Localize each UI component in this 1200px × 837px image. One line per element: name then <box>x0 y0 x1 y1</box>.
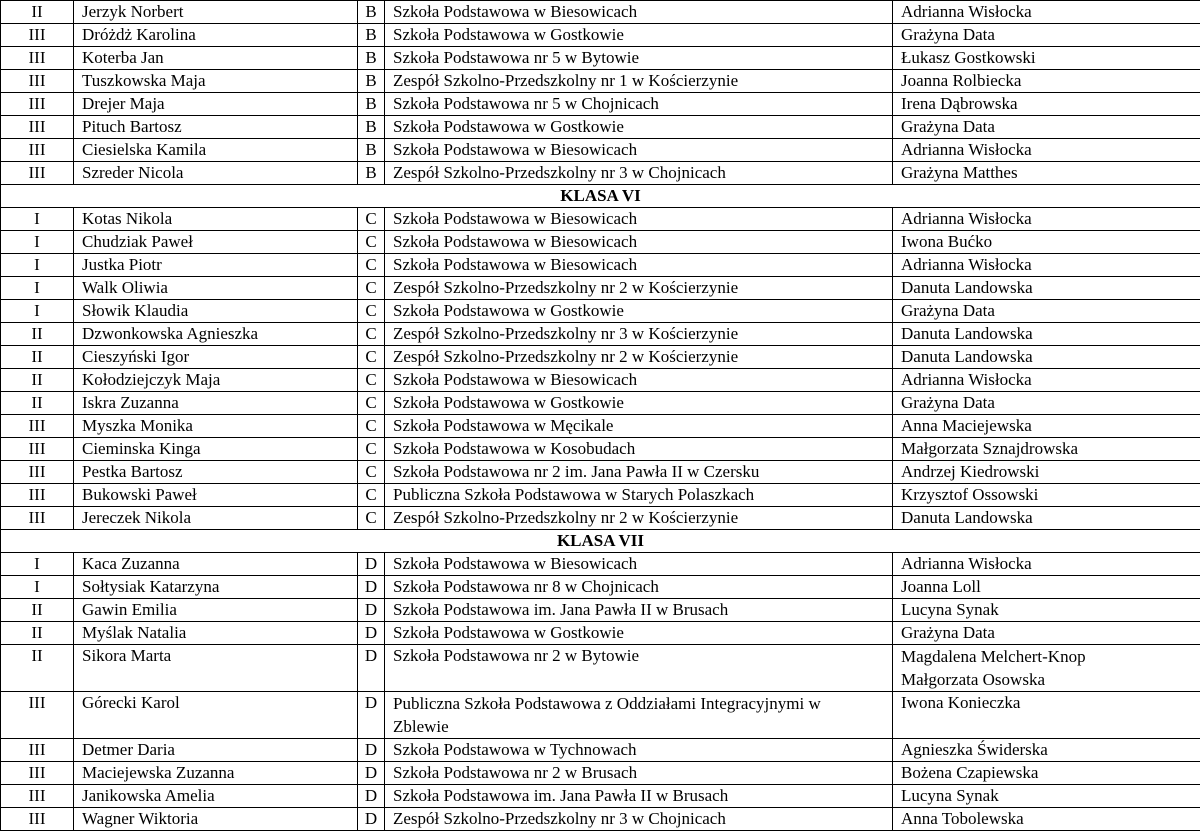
school-cell: Zespół Szkolno-Przedszkolny nr 3 w Kościerzynie <box>385 323 893 346</box>
student-name-cell: Pestka Bartosz <box>74 461 358 484</box>
table-row <box>1 392 1200 415</box>
teacher-cell: Lucyna Synak <box>893 785 1200 808</box>
student-name-cell: Szreder Nicola <box>74 162 358 185</box>
school-cell-line: Publiczna Szkoła Podstawowa z Oddziałami Integracyjnymi w <box>393 694 821 713</box>
table-row <box>1 93 1200 116</box>
school-cell: Szkoła Podstawowa w Tychnowach <box>385 739 893 762</box>
table-row <box>1 24 1200 47</box>
place-cell: III <box>1 484 74 507</box>
school-cell: Szkoła Podstawowa w Biesowicach <box>385 231 893 254</box>
category-cell: C <box>358 369 385 392</box>
table-row <box>1 599 1200 622</box>
table-row <box>1 553 1200 576</box>
school-cell: Szkoła Podstawowa w Męcikale <box>385 415 893 438</box>
table-row <box>1 415 1200 438</box>
place-cell: I <box>1 277 74 300</box>
table-row <box>1 47 1200 70</box>
school-cell: Szkoła Podstawowa nr 5 w Bytowie <box>385 47 893 70</box>
student-name-cell: Cieminska Kinga <box>74 438 358 461</box>
teacher-cell: Danuta Landowska <box>893 277 1200 300</box>
category-cell: C <box>358 346 385 369</box>
category-cell: C <box>358 415 385 438</box>
teacher-cell: Lucyna Synak <box>893 599 1200 622</box>
table-row <box>1 208 1200 231</box>
teacher-cell: Bożena Czapiewska <box>893 762 1200 785</box>
teacher-cell: Danuta Landowska <box>893 346 1200 369</box>
section-header-row <box>1 530 1200 553</box>
place-cell: II <box>1 392 74 415</box>
category-cell: D <box>358 762 385 785</box>
student-name-cell: Wagner Wiktoria <box>74 808 358 831</box>
category-cell: C <box>358 323 385 346</box>
table-row <box>1 576 1200 599</box>
place-cell: III <box>1 139 74 162</box>
teacher-cell: Adrianna Wisłocka <box>893 254 1200 277</box>
school-cell: Szkoła Podstawowa nr 8 w Chojnicach <box>385 576 893 599</box>
teacher-cell: Joanna Rolbiecka <box>893 70 1200 93</box>
teacher-cell: Danuta Landowska <box>893 323 1200 346</box>
category-cell: D <box>358 645 385 692</box>
place-cell: III <box>1 461 74 484</box>
table-row <box>1 438 1200 461</box>
place-cell: II <box>1 369 74 392</box>
school-cell: Szkoła Podstawowa im. Jana Pawła II w Brusach <box>385 599 893 622</box>
school-cell: Szkoła Podstawowa nr 5 w Chojnicach <box>385 93 893 116</box>
place-cell: I <box>1 231 74 254</box>
place-cell: III <box>1 93 74 116</box>
place-cell: III <box>1 507 74 530</box>
student-name-cell: Koterba Jan <box>74 47 358 70</box>
place-cell: III <box>1 785 74 808</box>
table-row <box>1 645 1200 692</box>
category-cell: B <box>358 139 385 162</box>
table-row <box>1 739 1200 762</box>
table-row <box>1 785 1200 808</box>
student-name-cell: Słowik Klaudia <box>74 300 358 323</box>
teacher-cell-line: Małgorzata Osowska <box>901 670 1045 689</box>
school-cell: Zespół Szkolno-Przedszkolny nr 3 w Chojnicach <box>385 808 893 831</box>
school-cell: Zespół Szkolno-Przedszkolny nr 3 w Chojnicach <box>385 162 893 185</box>
teacher-cell: Iwona Bućko <box>893 231 1200 254</box>
category-cell: B <box>358 93 385 116</box>
school-cell: Szkoła Podstawowa w Gostkowie <box>385 622 893 645</box>
student-name-cell: Kołodziejczyk Maja <box>74 369 358 392</box>
student-name-cell: Myszka Monika <box>74 415 358 438</box>
school-cell: Szkoła Podstawowa nr 2 w Brusach <box>385 762 893 785</box>
place-cell: III <box>1 808 74 831</box>
place-cell: I <box>1 208 74 231</box>
student-name-cell: Dzwonkowska Agnieszka <box>74 323 358 346</box>
table-row <box>1 116 1200 139</box>
place-cell: III <box>1 47 74 70</box>
category-cell: D <box>358 808 385 831</box>
table-row <box>1 254 1200 277</box>
teacher-cell: Adrianna Wisłocka <box>893 369 1200 392</box>
section-title: KLASA VI <box>1 185 1200 208</box>
place-cell: II <box>1 645 74 692</box>
school-cell <box>385 692 893 739</box>
school-cell: Zespół Szkolno-Przedszkolny nr 2 w Kościerzynie <box>385 507 893 530</box>
place-cell: III <box>1 70 74 93</box>
category-cell: B <box>358 1 385 24</box>
student-name-cell: Jereczek Nikola <box>74 507 358 530</box>
teacher-cell: Adrianna Wisłocka <box>893 139 1200 162</box>
place-cell: III <box>1 438 74 461</box>
category-cell: D <box>358 739 385 762</box>
teacher-cell: Grażyna Data <box>893 24 1200 47</box>
table-row <box>1 622 1200 645</box>
teacher-cell: Iwona Konieczka <box>893 692 1200 739</box>
student-name-cell: Tuszkowska Maja <box>74 70 358 93</box>
place-cell: III <box>1 762 74 785</box>
section-title: KLASA VII <box>1 530 1200 553</box>
table-row <box>1 369 1200 392</box>
place-cell: I <box>1 576 74 599</box>
student-name-cell: Cieszyński Igor <box>74 346 358 369</box>
table-row <box>1 484 1200 507</box>
category-cell: C <box>358 438 385 461</box>
teacher-cell: Adrianna Wisłocka <box>893 553 1200 576</box>
teacher-cell: Grażyna Data <box>893 392 1200 415</box>
student-name-cell: Janikowska Amelia <box>74 785 358 808</box>
school-cell: Szkoła Podstawowa nr 2 w Bytowie <box>385 645 893 692</box>
student-name-cell: Iskra Zuzanna <box>74 392 358 415</box>
category-cell: B <box>358 116 385 139</box>
category-cell: B <box>358 70 385 93</box>
place-cell: III <box>1 162 74 185</box>
teacher-cell: Grażyna Matthes <box>893 162 1200 185</box>
place-cell: I <box>1 553 74 576</box>
category-cell: C <box>358 461 385 484</box>
teacher-cell: Danuta Landowska <box>893 507 1200 530</box>
teacher-cell: Krzysztof Ossowski <box>893 484 1200 507</box>
place-cell: I <box>1 300 74 323</box>
category-cell: D <box>358 599 385 622</box>
student-name-cell: Ciesielska Kamila <box>74 139 358 162</box>
school-cell: Zespół Szkolno-Przedszkolny nr 1 w Kościerzynie <box>385 70 893 93</box>
school-cell: Szkoła Podstawowa w Biesowicach <box>385 369 893 392</box>
school-cell: Szkoła Podstawowa w Gostkowie <box>385 24 893 47</box>
place-cell: III <box>1 415 74 438</box>
school-cell: Szkoła Podstawowa w Gostkowie <box>385 300 893 323</box>
category-cell: B <box>358 24 385 47</box>
school-cell: Publiczna Szkoła Podstawowa w Starych Polaszkach <box>385 484 893 507</box>
student-name-cell: Justka Piotr <box>74 254 358 277</box>
category-cell: C <box>358 507 385 530</box>
place-cell: III <box>1 116 74 139</box>
student-name-cell: Detmer Daria <box>74 739 358 762</box>
teacher-cell: Adrianna Wisłocka <box>893 208 1200 231</box>
teacher-cell: Małgorzata Sznajdrowska <box>893 438 1200 461</box>
student-name-cell: Dróżdż Karolina <box>74 24 358 47</box>
student-name-cell: Myślak Natalia <box>74 622 358 645</box>
table-row <box>1 277 1200 300</box>
teacher-cell <box>893 645 1200 692</box>
category-cell: D <box>358 553 385 576</box>
school-cell: Szkoła Podstawowa im. Jana Pawła II w Brusach <box>385 785 893 808</box>
table-row <box>1 70 1200 93</box>
student-name-cell: Sołtysiak Katarzyna <box>74 576 358 599</box>
student-name-cell: Kotas Nikola <box>74 208 358 231</box>
table-row <box>1 139 1200 162</box>
table-row <box>1 461 1200 484</box>
student-name-cell: Kaca Zuzanna <box>74 553 358 576</box>
category-cell: D <box>358 692 385 739</box>
place-cell: II <box>1 323 74 346</box>
school-cell: Szkoła Podstawowa w Biesowicach <box>385 1 893 24</box>
teacher-cell: Adrianna Wisłocka <box>893 1 1200 24</box>
results-table-body <box>1 1 1200 831</box>
school-cell: Zespół Szkolno-Przedszkolny nr 2 w Kościerzynie <box>385 346 893 369</box>
student-name-cell: Pituch Bartosz <box>74 116 358 139</box>
place-cell: II <box>1 1 74 24</box>
table-row <box>1 162 1200 185</box>
school-cell: Szkoła Podstawowa w Gostkowie <box>385 392 893 415</box>
place-cell: II <box>1 599 74 622</box>
table-row <box>1 300 1200 323</box>
student-name-cell: Maciejewska Zuzanna <box>74 762 358 785</box>
table-row <box>1 1 1200 24</box>
teacher-cell: Joanna Loll <box>893 576 1200 599</box>
place-cell: III <box>1 692 74 739</box>
school-cell: Szkoła Podstawowa w Biesowicach <box>385 139 893 162</box>
teacher-cell: Grażyna Data <box>893 116 1200 139</box>
place-cell: II <box>1 622 74 645</box>
table-row <box>1 762 1200 785</box>
place-cell: I <box>1 254 74 277</box>
category-cell: C <box>358 277 385 300</box>
school-cell: Szkoła Podstawowa w Kosobudach <box>385 438 893 461</box>
category-cell: D <box>358 622 385 645</box>
school-cell-line: Zblewie <box>393 717 449 736</box>
student-name-cell: Górecki Karol <box>74 692 358 739</box>
school-cell: Szkoła Podstawowa nr 2 im. Jana Pawła II w Czersku <box>385 461 893 484</box>
place-cell: III <box>1 24 74 47</box>
category-cell: C <box>358 392 385 415</box>
teacher-cell: Anna Tobolewska <box>893 808 1200 831</box>
student-name-cell: Chudziak Paweł <box>74 231 358 254</box>
school-cell: Szkoła Podstawowa w Biesowicach <box>385 553 893 576</box>
teacher-cell: Andrzej Kiedrowski <box>893 461 1200 484</box>
student-name-cell: Bukowski Paweł <box>74 484 358 507</box>
table-row <box>1 692 1200 739</box>
category-cell: C <box>358 231 385 254</box>
table-row <box>1 323 1200 346</box>
student-name-cell: Walk Oliwia <box>74 277 358 300</box>
table-row <box>1 507 1200 530</box>
section-header-row <box>1 185 1200 208</box>
table-row <box>1 346 1200 369</box>
school-cell: Zespół Szkolno-Przedszkolny nr 2 w Kościerzynie <box>385 277 893 300</box>
category-cell: C <box>358 254 385 277</box>
school-cell: Szkoła Podstawowa w Biesowicach <box>385 208 893 231</box>
student-name-cell: Jerzyk Norbert <box>74 1 358 24</box>
school-cell: Szkoła Podstawowa w Biesowicach <box>385 254 893 277</box>
teacher-cell: Grażyna Data <box>893 622 1200 645</box>
category-cell: D <box>358 785 385 808</box>
category-cell: B <box>358 162 385 185</box>
place-cell: III <box>1 739 74 762</box>
student-name-cell: Drejer Maja <box>74 93 358 116</box>
table-row <box>1 808 1200 831</box>
teacher-cell-line: Magdalena Melchert-Knop <box>901 647 1086 666</box>
teacher-cell: Anna Maciejewska <box>893 415 1200 438</box>
teacher-cell: Grażyna Data <box>893 300 1200 323</box>
student-name-cell: Gawin Emilia <box>74 599 358 622</box>
category-cell: B <box>358 47 385 70</box>
teacher-cell: Łukasz Gostkowski <box>893 47 1200 70</box>
teacher-cell: Agnieszka Świderska <box>893 739 1200 762</box>
category-cell: C <box>358 484 385 507</box>
category-cell: C <box>358 300 385 323</box>
teacher-cell: Irena Dąbrowska <box>893 93 1200 116</box>
place-cell: II <box>1 346 74 369</box>
school-cell: Szkoła Podstawowa w Gostkowie <box>385 116 893 139</box>
student-name-cell: Sikora Marta <box>74 645 358 692</box>
category-cell: D <box>358 576 385 599</box>
category-cell: C <box>358 208 385 231</box>
table-row <box>1 231 1200 254</box>
